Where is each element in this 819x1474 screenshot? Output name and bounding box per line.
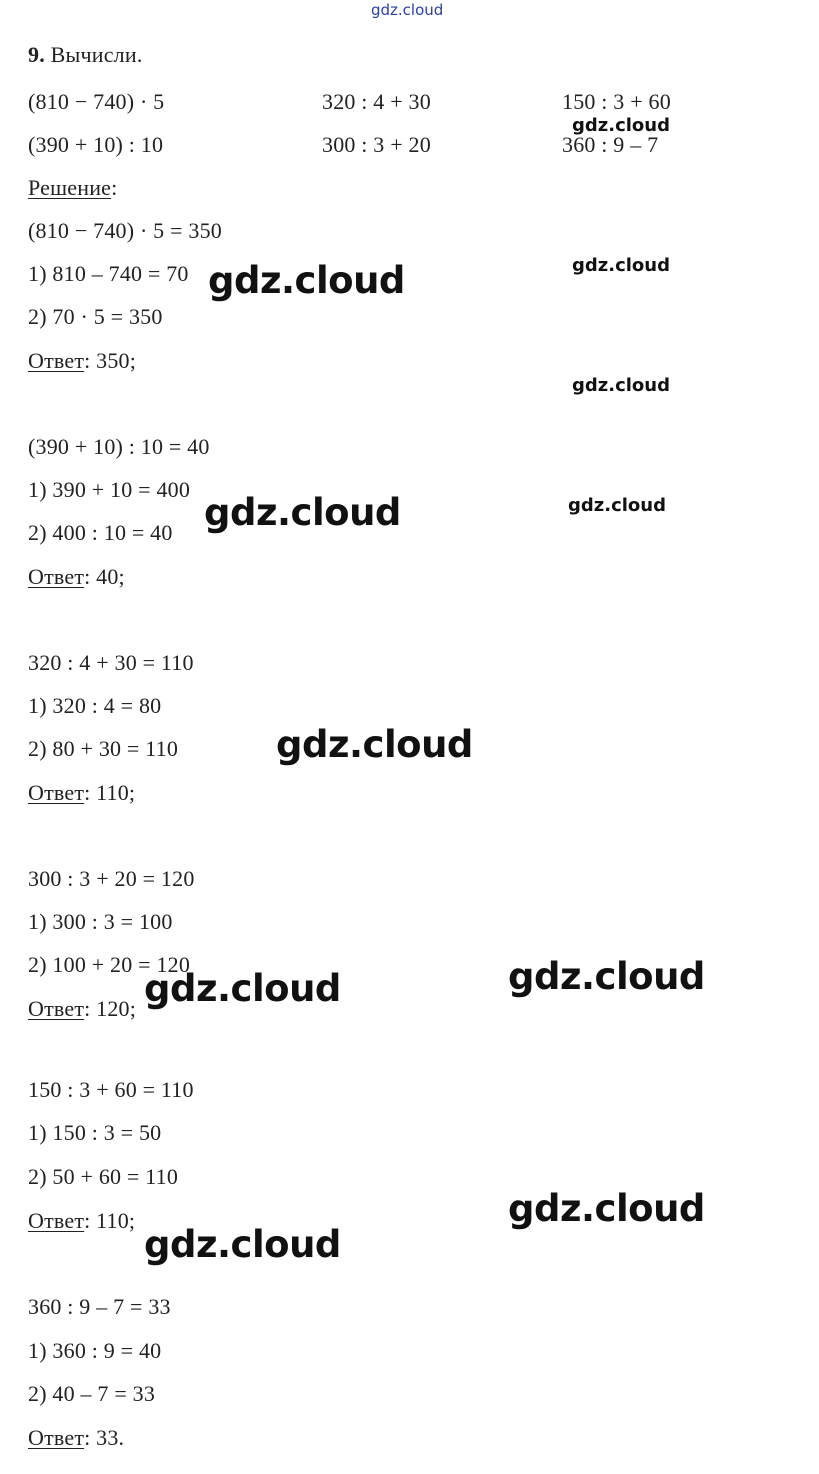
watermark-small-4: gdz.cloud	[568, 495, 666, 516]
block-6-step-1: 1) 360 : 9 = 40	[28, 1338, 162, 1363]
answer-label: Ответ	[28, 1208, 85, 1233]
block-3-answer	[28, 780, 135, 806]
expression-2: 320 : 4 + 30	[322, 89, 431, 114]
watermark-large-2: gdz.cloud	[204, 491, 401, 534]
block-6-step-2: 2) 40 – 7 = 33	[28, 1381, 156, 1406]
block-3-step-1: 1) 320 : 4 = 80	[28, 693, 162, 718]
block-5-answer-value: : 110;	[84, 1208, 136, 1233]
solution-heading	[28, 175, 117, 201]
expression-1: (810 − 740) · 5	[28, 89, 165, 114]
block-5-equation: 150 : 3 + 60 = 110	[28, 1077, 194, 1102]
watermark-small-1: gdz.cloud	[572, 115, 670, 136]
block-4-equation: 300 : 3 + 20 = 120	[28, 866, 195, 891]
block-4-answer	[28, 996, 136, 1022]
answer-label: Ответ	[28, 348, 85, 373]
block-4-step-1: 1) 300 : 3 = 100	[28, 909, 173, 934]
expression-5: 300 : 3 + 20	[322, 132, 431, 157]
block-2-step-1: 1) 390 + 10 = 400	[28, 477, 191, 502]
block-2-step-2: 2) 400 : 10 = 40	[28, 520, 173, 545]
block-6-answer	[28, 1425, 124, 1451]
block-4-step-2: 2) 100 + 20 = 120	[28, 952, 191, 977]
watermark-small-2: gdz.cloud	[572, 255, 670, 276]
header-watermark: gdz.cloud	[371, 1, 444, 19]
block-2-answer-value: : 40;	[84, 564, 125, 589]
answer-label: Ответ	[28, 996, 85, 1021]
expression-6: 360 : 9 – 7	[562, 132, 659, 157]
block-6-answer-value: : 33.	[84, 1425, 125, 1450]
answer-label: Ответ	[28, 780, 85, 805]
block-6-equation: 360 : 9 – 7 = 33	[28, 1294, 171, 1319]
watermark-large-1: gdz.cloud	[208, 259, 405, 302]
block-3-step-2: 2) 80 + 30 = 110	[28, 736, 179, 761]
block-4-answer-value: : 120;	[84, 996, 137, 1021]
task-number: 9.	[28, 42, 45, 67]
answer-label: Ответ	[28, 1425, 85, 1450]
block-3-equation: 320 : 4 + 30 = 110	[28, 650, 194, 675]
block-3-answer-value: : 110;	[84, 780, 136, 805]
solution-label-colon: :	[111, 175, 118, 200]
expression-3: 150 : 3 + 60	[562, 89, 671, 114]
expression-4: (390 + 10) : 10	[28, 132, 164, 157]
block-5-step-1: 1) 150 : 3 = 50	[28, 1120, 162, 1145]
task-title: Вычисли.	[50, 42, 143, 67]
block-1-step-2: 2) 70 · 5 = 350	[28, 304, 163, 329]
block-2-answer	[28, 564, 125, 590]
watermark-large-6: gdz.cloud	[508, 1187, 705, 1230]
block-2-equation: (390 + 10) : 10 = 40	[28, 434, 210, 459]
block-5-step-2: 2) 50 + 60 = 110	[28, 1164, 179, 1189]
task-heading	[28, 42, 143, 68]
watermark-large-4: gdz.cloud	[508, 955, 705, 998]
watermark-large-3: gdz.cloud	[276, 723, 473, 766]
block-1-answer	[28, 348, 136, 374]
block-1-step-1: 1) 810 – 740 = 70	[28, 261, 189, 286]
answer-label: Ответ	[28, 564, 85, 589]
watermark-large-7: gdz.cloud	[144, 1223, 341, 1266]
block-1-answer-value: : 350;	[84, 348, 137, 373]
solution-label: Решение	[28, 175, 112, 200]
watermark-small-3: gdz.cloud	[572, 375, 670, 396]
watermark-large-5: gdz.cloud	[144, 967, 341, 1010]
block-5-answer	[28, 1208, 135, 1234]
block-1-equation: (810 − 740) · 5 = 350	[28, 218, 222, 243]
